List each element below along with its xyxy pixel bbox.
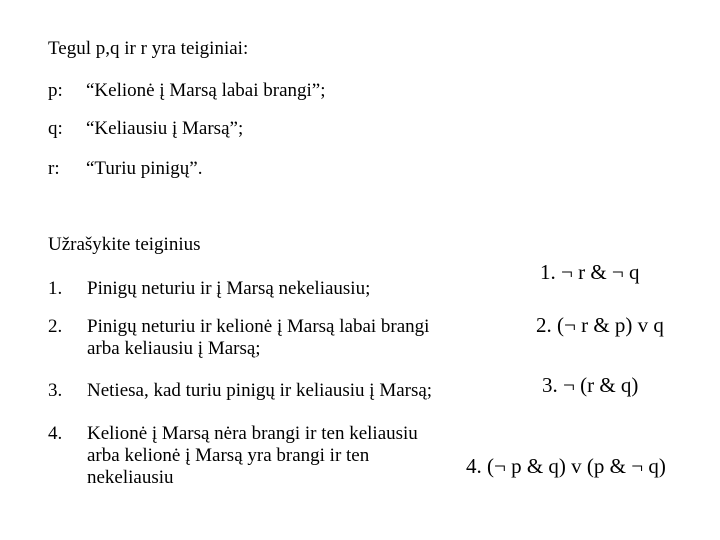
definition-text: “Keliausiu į Marsą”; <box>86 118 244 139</box>
item-number: 4. <box>48 423 63 444</box>
item-line: Kelionė į Marsą nėra brangi ir ten keliausiu <box>87 423 418 444</box>
item-line: arba keliausiu į Marsą; <box>87 338 261 359</box>
item-line: arba kelionė į Marsą yra brangi ir ten <box>87 445 370 466</box>
item-2-text <box>87 316 429 360</box>
answer-formula-2: 2. (¬ r & p) v q <box>536 313 664 337</box>
intro-text: Tegul p,q ir r yra teiginiai: <box>48 38 249 59</box>
definition-label: p: <box>48 80 63 101</box>
definition-label: r: <box>48 158 60 179</box>
item-number: 3. <box>48 380 63 401</box>
answer-formula-1: 1. ¬ r & ¬ q <box>540 260 640 284</box>
item-line: Pinigų neturiu ir kelionė į Marsą labai brangi <box>87 316 430 337</box>
answer-formula-4: 4. (¬ p & q) v (p & ¬ q) <box>466 454 666 478</box>
item-number: 1. <box>48 278 63 299</box>
item-line: Netiesa, kad turiu pinigų ir keliausiu į Marsą; <box>87 380 433 401</box>
task-heading: Užrašykite teiginius <box>48 234 201 255</box>
answer-formula-3: 3. ¬ (r & q) <box>542 373 639 397</box>
definition-label: q: <box>48 118 63 139</box>
definition-q <box>48 118 243 140</box>
item-1-text <box>87 278 370 300</box>
item-line: nekeliausiu <box>87 467 174 488</box>
definition-p <box>48 80 326 102</box>
definition-text: “Turiu pinigų”. <box>86 158 203 179</box>
item-3-text <box>87 380 432 402</box>
definition-text: “Kelionė į Marsą labai brangi”; <box>86 80 326 101</box>
item-line: Pinigų neturiu ir į Marsą nekeliausiu; <box>87 278 371 299</box>
definition-r <box>48 158 202 180</box>
item-number: 2. <box>48 316 63 337</box>
item-4-text <box>87 423 418 489</box>
